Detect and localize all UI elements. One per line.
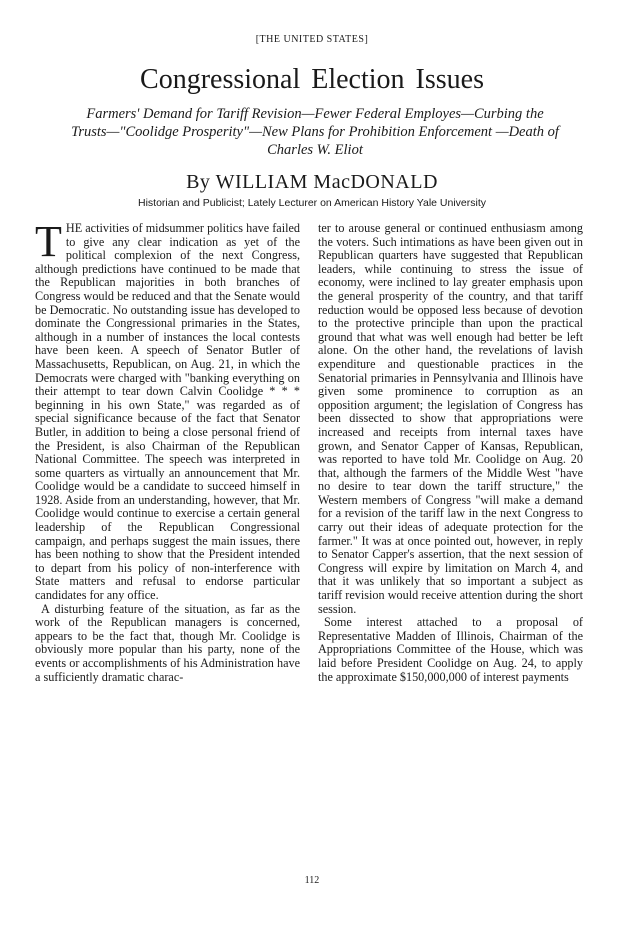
byline: By WILLIAM MacDONALD: [186, 171, 438, 193]
section-tag: [THE UNITED STATES]: [255, 34, 369, 45]
right-column: [318, 222, 583, 684]
article-subtitle: Farmers' Demand for Tariff Revision—Fewer Federal Employes—Curbing the Trusts—"Coolidge Prosperity"—New Plans for Prohibition Enforcement —Death of Charles W. Eliot: [71, 106, 559, 158]
paragraph: ter to arouse general or continued enthusiasm among the voters. Such intimations as have been given out in Republican quarters have suggested that Republican leaders, while continuing to stress the issue of economy, were inclined to lay greater emphasis upon the general prosperity of the country, and that tariff reduction would be opposed less because of devotion to the protective principle than upon the practical ground that what was well enough had better be left alone. On the other hand, the revelations of lavish expenditure and questionable practices in the Senatorial primaries in Pennsylvania and Illinois have given some prominence to corruption as an opposition argument; the legislation of Congress has been dissected to show that appropriations were increased and receipts from internal taxes have grown, and Senator Capper of Kansas, Republican, was reported to have told Mr. Coolidge on Aug. 20 that, although the farmers of the Middle West "have no desire to tear down the tariff structure," the Western members of Congress "will make a demand for a revision of the tariff law in the next Congress to carry out their ideas of adequate protection for the farmer." It was at once pointed out, however, in reply to Senator Capper's assertion, that the next session of Congress will expire by limitation on March 4, and that it was unlikely that so important a subject as tariff revision would receive attention during the short session.: [318, 221, 583, 616]
drop-cap: T: [35, 217, 62, 266]
paragraph: A disturbing feature of the situation, as far as the work of the Republican managers is concerned, appears to be the fact that, though Mr. Coolidge is obviously more popular than his party, none of the events or accomplishments of his Administration have a sufficiently dramatic charac-: [35, 601, 300, 684]
paragraph-text: HE activities of midsummer politics have failed to give any clear indication as yet of the political complexion of the next Congress, although predictions have continued to be made that the Republican majorities in both branches of Congress would be reduced and that the Senate would be Democratic. No outstanding issue has developed to dominate the Congressional primaries in the States, although in a number of instances the local contests have been keen. A speech of Senator Butler of Massachusetts, Republican, on Aug. 21, in which the Democrats were charged with "banking everything on their attempt to tear down Calvin Coolidge * * * beginning in his own State," was regarded as of special significance because of the fact that Senator Butler, in addition to being a close personal friend of the President, is also Chairman of the Republican National Committee. The speech was interpreted in some quarters as virtually an announcement that Mr. Coolidge would be a candidate to succeed himself in 1928. Aside from an understanding, however, that Mr. Coolidge would continue to exercise a certain general leadership of the Republican Congressional campaign, and perhaps suggest the main issues, there has been nothing to show that the President intended to depart from his policy of non-interference with State matters and refusal to endorse particular candidates for any office.: [35, 221, 300, 603]
paragraph: Some interest attached to a proposal of Representative Madden of Illinois, Chairman of the Appropriations Committee of the House, which was laid before President Coolidge on Aug. 24, to apply the approximate $150,000,000 of interest payments: [318, 615, 583, 684]
author-credentials: Historian and Publicist; Lately Lecturer on American History Yale University: [137, 197, 486, 209]
paragraph: [35, 217, 300, 603]
left-column: [35, 217, 300, 684]
article-title: Congressional Election Issues: [140, 64, 484, 95]
page-number: 112: [304, 875, 320, 886]
